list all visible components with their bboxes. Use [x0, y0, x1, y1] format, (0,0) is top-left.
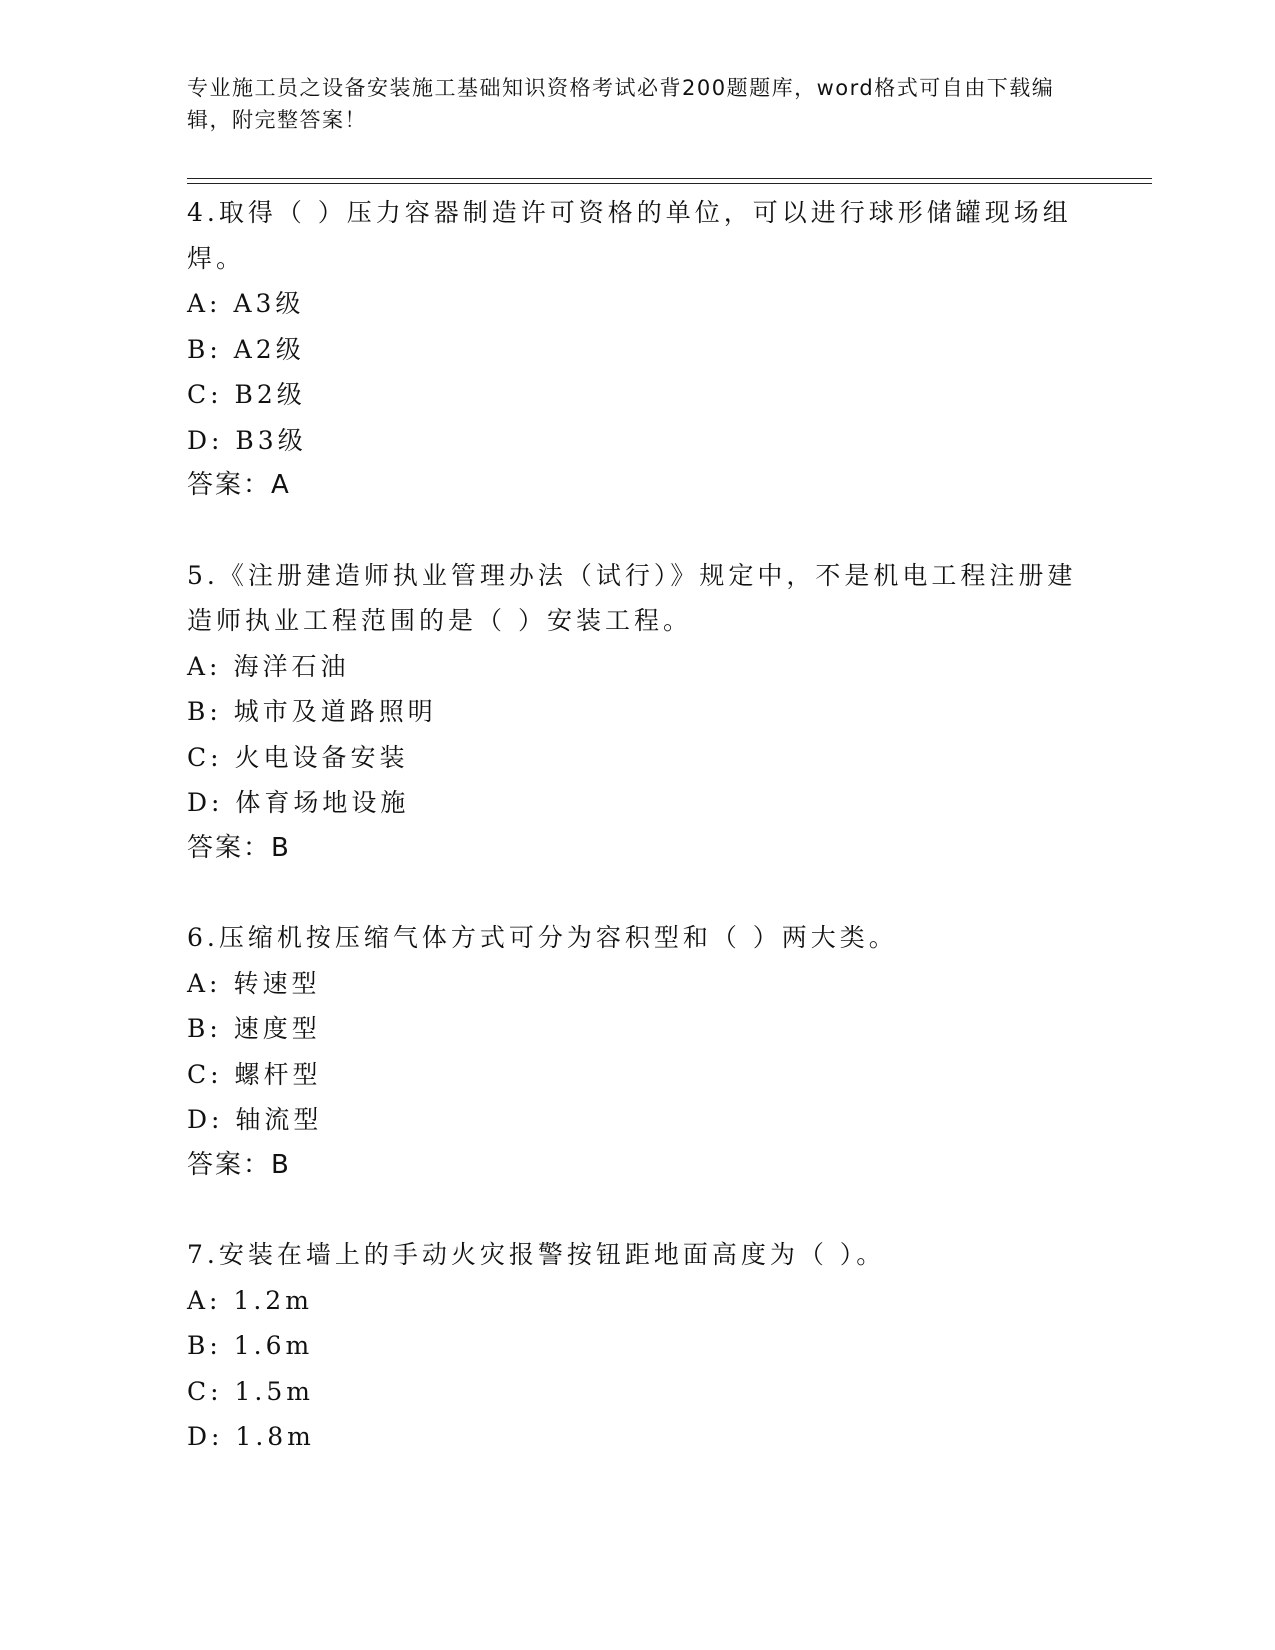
- header-divider-bottom: [187, 183, 1152, 184]
- question-6: [187, 915, 1087, 1188]
- option-d: [187, 780, 1087, 826]
- option-d: [187, 1414, 1087, 1460]
- option-letter: A:: [187, 651, 222, 681]
- document-header: 专业施工员之设备安装施工基础知识资格考试必背200题题库，word格式可自由下载编辑，附完整答案！: [187, 76, 1055, 132]
- option-letter: B:: [187, 697, 222, 726]
- option-c: [187, 1369, 1087, 1415]
- option-letter: A:: [187, 289, 222, 318]
- option-letter: A:: [187, 1285, 222, 1315]
- option-text: B2级: [234, 380, 306, 409]
- option-text: 转速型: [233, 968, 321, 998]
- option-text: 1.5m: [234, 1376, 314, 1406]
- option-letter: C:: [187, 742, 223, 772]
- answer-label: 答案：A: [187, 470, 291, 500]
- option-a: [187, 1278, 1087, 1324]
- option-letter: D:: [187, 1422, 224, 1451]
- option-text: 海洋石油: [233, 651, 350, 681]
- option-c: [187, 1052, 1087, 1098]
- option-b: [187, 1006, 1087, 1052]
- option-text: A3级: [233, 289, 305, 318]
- question-7: [187, 1232, 1087, 1460]
- question-4: [187, 190, 1087, 509]
- question-stem: 4.取得（ ）压力容器制造许可资格的单位，可以进行球形储罐现场组焊。: [187, 198, 1072, 273]
- question-list: [187, 190, 1087, 1504]
- option-b: [187, 1323, 1087, 1369]
- option-text: A2级: [233, 334, 305, 364]
- option-text: 1.2m: [233, 1285, 313, 1315]
- option-text: 螺杆型: [234, 1059, 322, 1089]
- option-text: 体育场地设施: [235, 788, 410, 817]
- option-letter: B:: [187, 1331, 222, 1360]
- option-c: [187, 735, 1087, 781]
- option-d: [187, 418, 1087, 464]
- option-text: 城市及道路照明: [233, 697, 437, 726]
- option-text: 轴流型: [235, 1105, 323, 1134]
- option-letter: C:: [187, 1376, 223, 1406]
- option-letter: D:: [187, 1105, 224, 1134]
- option-letter: A:: [187, 968, 222, 998]
- question-stem: 7.安装在墙上的手动火灾报警按钮距地面高度为（ ）。: [187, 1240, 886, 1269]
- option-letter: B:: [187, 334, 222, 364]
- option-text: B3级: [235, 425, 307, 455]
- option-letter: D:: [187, 425, 224, 455]
- option-d: [187, 1097, 1087, 1143]
- option-text: 1.6m: [233, 1331, 314, 1360]
- question-stem: 6.压缩机按压缩气体方式可分为容积型和（ ）两大类。: [187, 923, 898, 952]
- answer-label: 答案：B: [187, 832, 291, 863]
- option-b: [187, 327, 1087, 373]
- option-a: [187, 961, 1087, 1007]
- question-5: [187, 553, 1087, 872]
- option-text: 火电设备安装: [234, 742, 409, 772]
- option-a: [187, 644, 1087, 690]
- option-letter: D:: [187, 788, 224, 817]
- option-c: [187, 372, 1087, 418]
- answer-label: 答案：B: [187, 1149, 291, 1180]
- option-letter: C:: [187, 1059, 223, 1089]
- option-a: [187, 281, 1087, 327]
- header-divider-top: [187, 178, 1152, 179]
- option-letter: B:: [187, 1014, 222, 1043]
- question-stem: 5.《注册建造师执业管理办法（试行）》规定中，不是机电工程注册建造师执业工程范围的是（ ）安装工程。: [187, 560, 1077, 635]
- option-text: 速度型: [233, 1014, 321, 1043]
- option-b: [187, 689, 1087, 735]
- option-text: 1.8m: [235, 1422, 315, 1451]
- option-letter: C:: [187, 380, 223, 409]
